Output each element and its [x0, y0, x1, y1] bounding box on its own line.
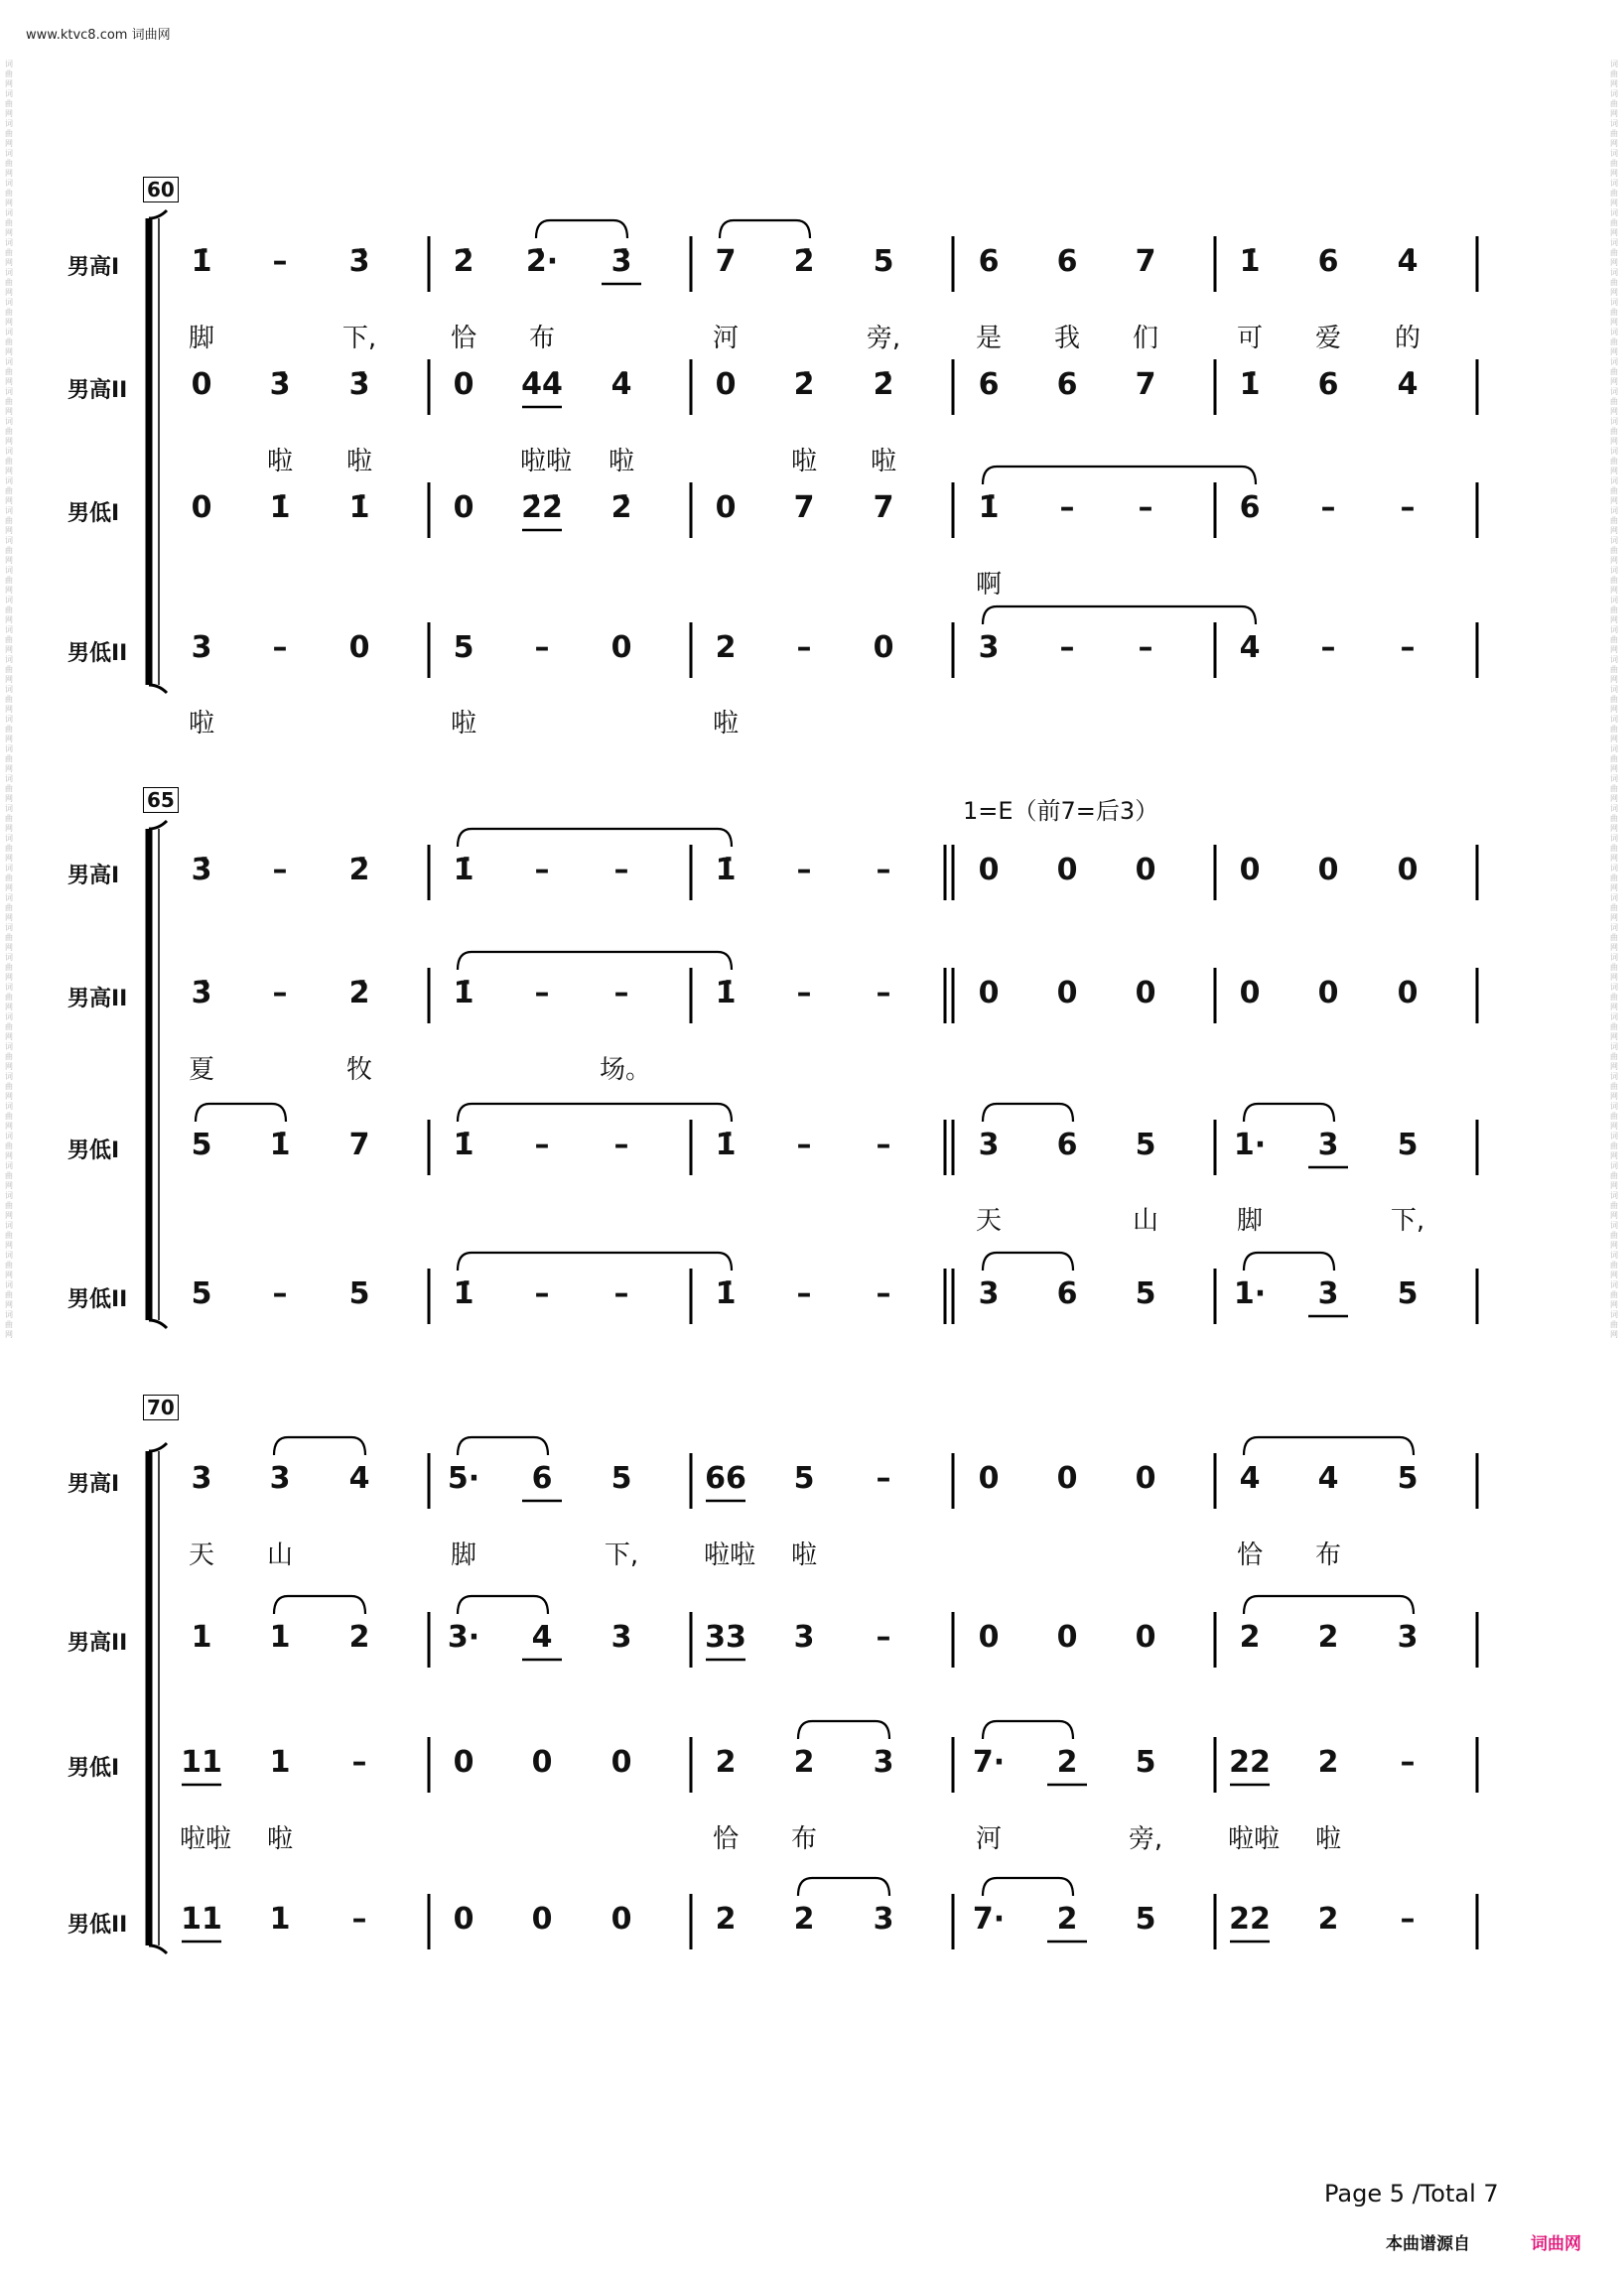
slur: [274, 1437, 365, 1455]
note: –: [1400, 490, 1416, 525]
note: 0: [1317, 853, 1339, 887]
note: 3̇: [348, 367, 370, 402]
note: 5: [1135, 1128, 1156, 1162]
note: 2: [1317, 1902, 1339, 1937]
slur: [720, 220, 810, 238]
note: 5: [348, 1276, 370, 1311]
slur: [458, 829, 732, 847]
note: 0: [531, 1902, 553, 1937]
note: 1̇: [348, 490, 370, 525]
lyric: 下,: [341, 324, 377, 353]
note: 0: [453, 1745, 474, 1780]
note: –: [351, 1745, 367, 1780]
site-header: www.ktvc8.com 词曲网: [26, 28, 171, 43]
lyric: 恰: [450, 324, 476, 353]
note: 6: [1056, 244, 1078, 279]
measure-number: 65: [143, 787, 179, 813]
note: 1̇: [978, 490, 1000, 525]
slur: [274, 1596, 365, 1614]
note: 3̇: [191, 976, 212, 1010]
note: 1·: [1233, 1128, 1267, 1162]
note: 2: [715, 1902, 737, 1937]
part-label: 男高II: [68, 1631, 128, 1656]
note: 0: [610, 630, 632, 665]
note: 0: [453, 367, 474, 402]
lyric: 爱: [1314, 324, 1341, 353]
part-label: 男高II: [68, 987, 128, 1011]
slur: [798, 1878, 889, 1896]
note: 5: [1135, 1902, 1156, 1937]
slur: [458, 952, 732, 970]
note: 2: [793, 1745, 815, 1780]
note: 4: [1317, 1461, 1339, 1496]
note: –: [613, 853, 629, 887]
note: 2: [793, 1902, 815, 1937]
lyric: 们: [1132, 324, 1158, 353]
note: 1̇: [453, 1276, 474, 1311]
slur: [536, 220, 627, 238]
note: –: [534, 630, 550, 665]
note: 0: [191, 490, 212, 525]
note: –: [1400, 1745, 1416, 1780]
lyric: 我: [1053, 324, 1080, 353]
lyric: 布: [790, 1824, 817, 1854]
part-label: 男高I: [68, 255, 120, 280]
slur: [983, 606, 1256, 624]
note: 33: [705, 1620, 746, 1655]
slur: [1244, 1104, 1334, 1122]
note: 0: [1056, 853, 1078, 887]
note: –: [796, 1128, 812, 1162]
slur: [1244, 1596, 1414, 1614]
note: 0: [531, 1745, 553, 1780]
lyric: 河: [975, 1824, 1002, 1854]
note: 6: [1056, 1128, 1078, 1162]
note: 5: [1135, 1745, 1156, 1780]
note: 3: [978, 630, 1000, 665]
note: 2: [348, 1620, 370, 1655]
measure-number: 60: [143, 177, 179, 202]
note: 3·: [447, 1620, 480, 1655]
note: 0: [978, 853, 1000, 887]
note: 7: [1135, 367, 1156, 402]
note: 0: [1397, 853, 1419, 887]
note: –: [351, 1902, 367, 1937]
lyric: 的: [1394, 324, 1421, 353]
note: 2̇2̇: [521, 490, 563, 525]
lyric: 脚: [188, 324, 214, 353]
lyric: 场。: [600, 1055, 652, 1085]
lyric: 山: [266, 1540, 293, 1570]
note: 0: [1317, 976, 1339, 1010]
note: –: [876, 1276, 891, 1311]
note: 6: [1239, 490, 1261, 525]
note: 2: [715, 630, 737, 665]
brand-text: 词曲网: [1531, 2234, 1581, 2254]
note: 2: [1056, 1745, 1078, 1780]
note: –: [796, 853, 812, 887]
note: 2̇: [348, 853, 370, 887]
part-label: 男低I: [68, 501, 120, 526]
note: 1: [269, 1620, 291, 1655]
slur: [458, 1596, 548, 1614]
slur: [983, 1721, 1073, 1739]
note: –: [534, 1276, 550, 1311]
note: 2̇: [793, 367, 815, 402]
note: 0: [978, 976, 1000, 1010]
note: 3: [610, 1620, 632, 1655]
note: 11: [181, 1902, 222, 1937]
note: 0: [191, 367, 212, 402]
note: 2̇: [453, 244, 474, 279]
note: 0: [348, 630, 370, 665]
lyric: 啦: [790, 1540, 817, 1570]
note: 5: [191, 1276, 212, 1311]
lyric: 脚: [450, 1540, 476, 1570]
note: –: [272, 976, 288, 1010]
lyric: 啦: [266, 447, 293, 476]
lyric: 啦啦: [180, 1824, 232, 1854]
note: 3̇: [348, 244, 370, 279]
note: –: [534, 1128, 550, 1162]
note: 2̇: [610, 490, 632, 525]
note: 0: [1056, 1620, 1078, 1655]
lyric: 是: [975, 324, 1002, 353]
lyric: 牧: [345, 1055, 372, 1085]
part-label: 男高I: [68, 1472, 120, 1497]
bracket-hook-top: [149, 1443, 167, 1451]
note: 0: [453, 490, 474, 525]
note: 1̇: [453, 1128, 474, 1162]
source-text: 本曲谱源自: [1386, 2234, 1470, 2254]
note: 0: [1135, 976, 1156, 1010]
note: 5·: [447, 1461, 480, 1496]
bracket-hook-bottom: [149, 1320, 167, 1328]
note: 6: [1056, 367, 1078, 402]
note: –: [272, 630, 288, 665]
note: 3: [978, 1276, 1000, 1311]
note: 2: [1317, 1745, 1339, 1780]
key-change: 1=E（前7=后3）: [963, 797, 1159, 825]
note: 2: [1317, 1620, 1339, 1655]
note: 0: [1239, 976, 1261, 1010]
note: 66: [705, 1461, 746, 1496]
note: 7: [715, 244, 737, 279]
note: 1̇: [715, 1128, 737, 1162]
note: 5: [1135, 1276, 1156, 1311]
note: –: [272, 244, 288, 279]
note: 0: [453, 1902, 474, 1937]
note: 6: [531, 1461, 553, 1496]
lyric: 河: [712, 324, 739, 353]
note: 1: [269, 1745, 291, 1780]
note: –: [876, 1620, 891, 1655]
bracket-hook-bottom: [149, 685, 167, 693]
note: 3: [1317, 1276, 1339, 1311]
lyric: 天: [188, 1540, 214, 1570]
note: 0: [1239, 853, 1261, 887]
note: 6: [1317, 244, 1339, 279]
note: 0: [978, 1620, 1000, 1655]
note: 3: [793, 1620, 815, 1655]
note: 4: [1239, 630, 1261, 665]
note: –: [1138, 490, 1153, 525]
part-label: 男低I: [68, 1756, 120, 1781]
note: 2̇·: [525, 244, 559, 279]
note: 5: [1397, 1128, 1419, 1162]
lyric: 脚: [1236, 1206, 1263, 1236]
lyric: 啦啦: [704, 1540, 756, 1570]
note: 5: [191, 1128, 212, 1162]
note: –: [876, 1461, 891, 1496]
note: –: [796, 976, 812, 1010]
lyric: 啦: [266, 1824, 293, 1854]
lyric: 旁,: [866, 324, 901, 353]
note: 1̇: [269, 1128, 291, 1162]
slur: [196, 1104, 286, 1122]
slur: [1244, 1253, 1334, 1271]
note: 6: [1317, 367, 1339, 402]
note: 5: [453, 630, 474, 665]
note: 7: [873, 490, 894, 525]
note: –: [876, 853, 891, 887]
note: 1̇: [715, 853, 737, 887]
lyric: 啦: [790, 447, 817, 476]
note: –: [876, 976, 891, 1010]
note: 0: [1056, 976, 1078, 1010]
lyric: 可: [1236, 324, 1263, 353]
bracket-hook-bottom: [149, 1945, 167, 1953]
lyric: 天: [975, 1206, 1002, 1236]
lyric: 啦啦: [1228, 1824, 1281, 1854]
lyric: 山: [1132, 1206, 1158, 1236]
lyric: 下,: [1390, 1206, 1425, 1236]
note: 3: [1397, 1620, 1419, 1655]
note: 3: [191, 630, 212, 665]
note: 1̇: [715, 1276, 737, 1311]
lyric: 下,: [604, 1540, 639, 1570]
note: 3: [978, 1128, 1000, 1162]
note: 3: [269, 1461, 291, 1496]
note: 0: [978, 1461, 1000, 1496]
part-label: 男低II: [68, 1287, 128, 1312]
lyric: 啦: [712, 709, 739, 738]
bracket-hook-top: [149, 210, 167, 218]
lyric: 啦: [345, 447, 372, 476]
note: –: [613, 1276, 629, 1311]
note: 1̇: [453, 976, 474, 1010]
note: 7: [793, 490, 815, 525]
note: 1̇: [269, 490, 291, 525]
note: –: [272, 1276, 288, 1311]
note: 5: [793, 1461, 815, 1496]
note: 0: [1397, 976, 1419, 1010]
lyric: 啦: [188, 709, 214, 738]
note: 4: [1239, 1461, 1261, 1496]
note: 0: [873, 630, 894, 665]
note: 4̇: [610, 367, 632, 402]
lyric: 旁,: [1128, 1824, 1163, 1854]
note: 1·: [1233, 1276, 1267, 1311]
note: 6: [978, 244, 1000, 279]
note: 1: [191, 1620, 212, 1655]
note: 4: [348, 1461, 370, 1496]
note: 0: [610, 1745, 632, 1780]
note: –: [534, 976, 550, 1010]
slur: [983, 467, 1256, 484]
note: 0: [1056, 1461, 1078, 1496]
lyric: 布: [1314, 1540, 1341, 1570]
slur: [1244, 1437, 1414, 1455]
note: –: [876, 1128, 891, 1162]
note: 6: [1056, 1276, 1078, 1311]
note: –: [1400, 1902, 1416, 1937]
note: 4: [531, 1620, 553, 1655]
lyric: 布: [528, 324, 555, 353]
note: 0: [610, 1902, 632, 1937]
note: 5: [873, 244, 894, 279]
note: 3̇: [191, 853, 212, 887]
slur: [983, 1878, 1073, 1896]
note: 4̇: [1397, 244, 1419, 279]
note: 0: [1135, 1461, 1156, 1496]
note: –: [1059, 630, 1075, 665]
right-watermark: 词曲网词曲网词曲网词曲网词曲网词曲网词曲网词曲网词曲网词曲网词曲网词曲网词曲网词曲网词曲网词曲网词曲网词曲网词曲网词曲网词曲网词曲网词曲网词曲网词曲网词曲网词曲网词曲网词曲网词曲网词曲网词曲网词曲网词曲网词曲网词曲网词曲网词曲网词曲网词曲网词曲网词曲网词曲网: [1610, 60, 1618, 1339]
slur: [983, 1253, 1073, 1271]
note: 4̇4̇: [521, 367, 563, 402]
note: 0: [1135, 853, 1156, 887]
lyric: 夏: [188, 1055, 214, 1085]
note: 2: [715, 1745, 737, 1780]
slur: [983, 1104, 1073, 1122]
note: 0: [715, 367, 737, 402]
note: 1̇: [453, 853, 474, 887]
note: 3̇: [610, 244, 632, 279]
note: 1̇: [1239, 244, 1261, 279]
lyric: 啦: [450, 709, 476, 738]
note: –: [1059, 490, 1075, 525]
lyric: 恰: [1236, 1540, 1263, 1570]
lyric: 啦: [608, 447, 634, 476]
note: –: [613, 1128, 629, 1162]
note: –: [1138, 630, 1153, 665]
note: 11: [181, 1745, 222, 1780]
slur: [798, 1721, 889, 1739]
lyric: 啦: [870, 447, 896, 476]
note: 4̇: [1397, 367, 1419, 402]
note: 1̇: [715, 976, 737, 1010]
slur: [458, 1253, 732, 1271]
note: –: [1320, 490, 1336, 525]
part-label: 男高I: [68, 864, 120, 888]
note: 7·: [972, 1745, 1006, 1780]
note: 5: [1397, 1461, 1419, 1496]
note: –: [796, 1276, 812, 1311]
note: 3: [191, 1461, 212, 1496]
note: 3: [873, 1902, 894, 1937]
note: –: [796, 630, 812, 665]
measure-number: 70: [143, 1395, 179, 1420]
page-number: Page 5 /Total 7: [1324, 2180, 1499, 2208]
note: 7·: [972, 1902, 1006, 1937]
note: 2̇: [873, 367, 894, 402]
note: –: [534, 853, 550, 887]
note: 3: [873, 1745, 894, 1780]
part-label: 男低II: [68, 641, 128, 666]
note: 2: [1056, 1902, 1078, 1937]
note: 22: [1229, 1745, 1271, 1780]
lyric: 啊: [975, 570, 1002, 600]
lyric: 啦: [1314, 1824, 1341, 1854]
lyric: 啦啦: [520, 447, 573, 476]
note: 5: [1397, 1276, 1419, 1311]
note: 7: [348, 1128, 370, 1162]
note: 1̇: [1239, 367, 1261, 402]
note: 3̇: [269, 367, 291, 402]
left-watermark: 词曲网词曲网词曲网词曲网词曲网词曲网词曲网词曲网词曲网词曲网词曲网词曲网词曲网词曲网词曲网词曲网词曲网词曲网词曲网词曲网词曲网词曲网词曲网词曲网词曲网词曲网词曲网词曲网词曲网词曲网词曲网词曲网词曲网词曲网词曲网词曲网词曲网词曲网词曲网词曲网词曲网词曲网词曲网: [5, 60, 13, 1339]
bracket-hook-top: [149, 821, 167, 829]
part-label: 男高II: [68, 378, 128, 403]
note: 2̇: [348, 976, 370, 1010]
note: 0: [715, 490, 737, 525]
note: 3: [1317, 1128, 1339, 1162]
note: –: [1320, 630, 1336, 665]
note: 1̇: [191, 244, 212, 279]
lyric: 恰: [712, 1824, 739, 1854]
note: –: [613, 976, 629, 1010]
note: 22: [1229, 1902, 1271, 1937]
note: 2̇: [793, 244, 815, 279]
slur: [458, 1437, 548, 1455]
slur: [458, 1104, 732, 1122]
note: 2: [1239, 1620, 1261, 1655]
note: 6: [978, 367, 1000, 402]
note: –: [272, 853, 288, 887]
part-label: 男低I: [68, 1138, 120, 1163]
note: –: [1400, 630, 1416, 665]
note: 5: [610, 1461, 632, 1496]
note: 0: [1135, 1620, 1156, 1655]
note: 1: [269, 1902, 291, 1937]
part-label: 男低II: [68, 1913, 128, 1938]
note: 7: [1135, 244, 1156, 279]
